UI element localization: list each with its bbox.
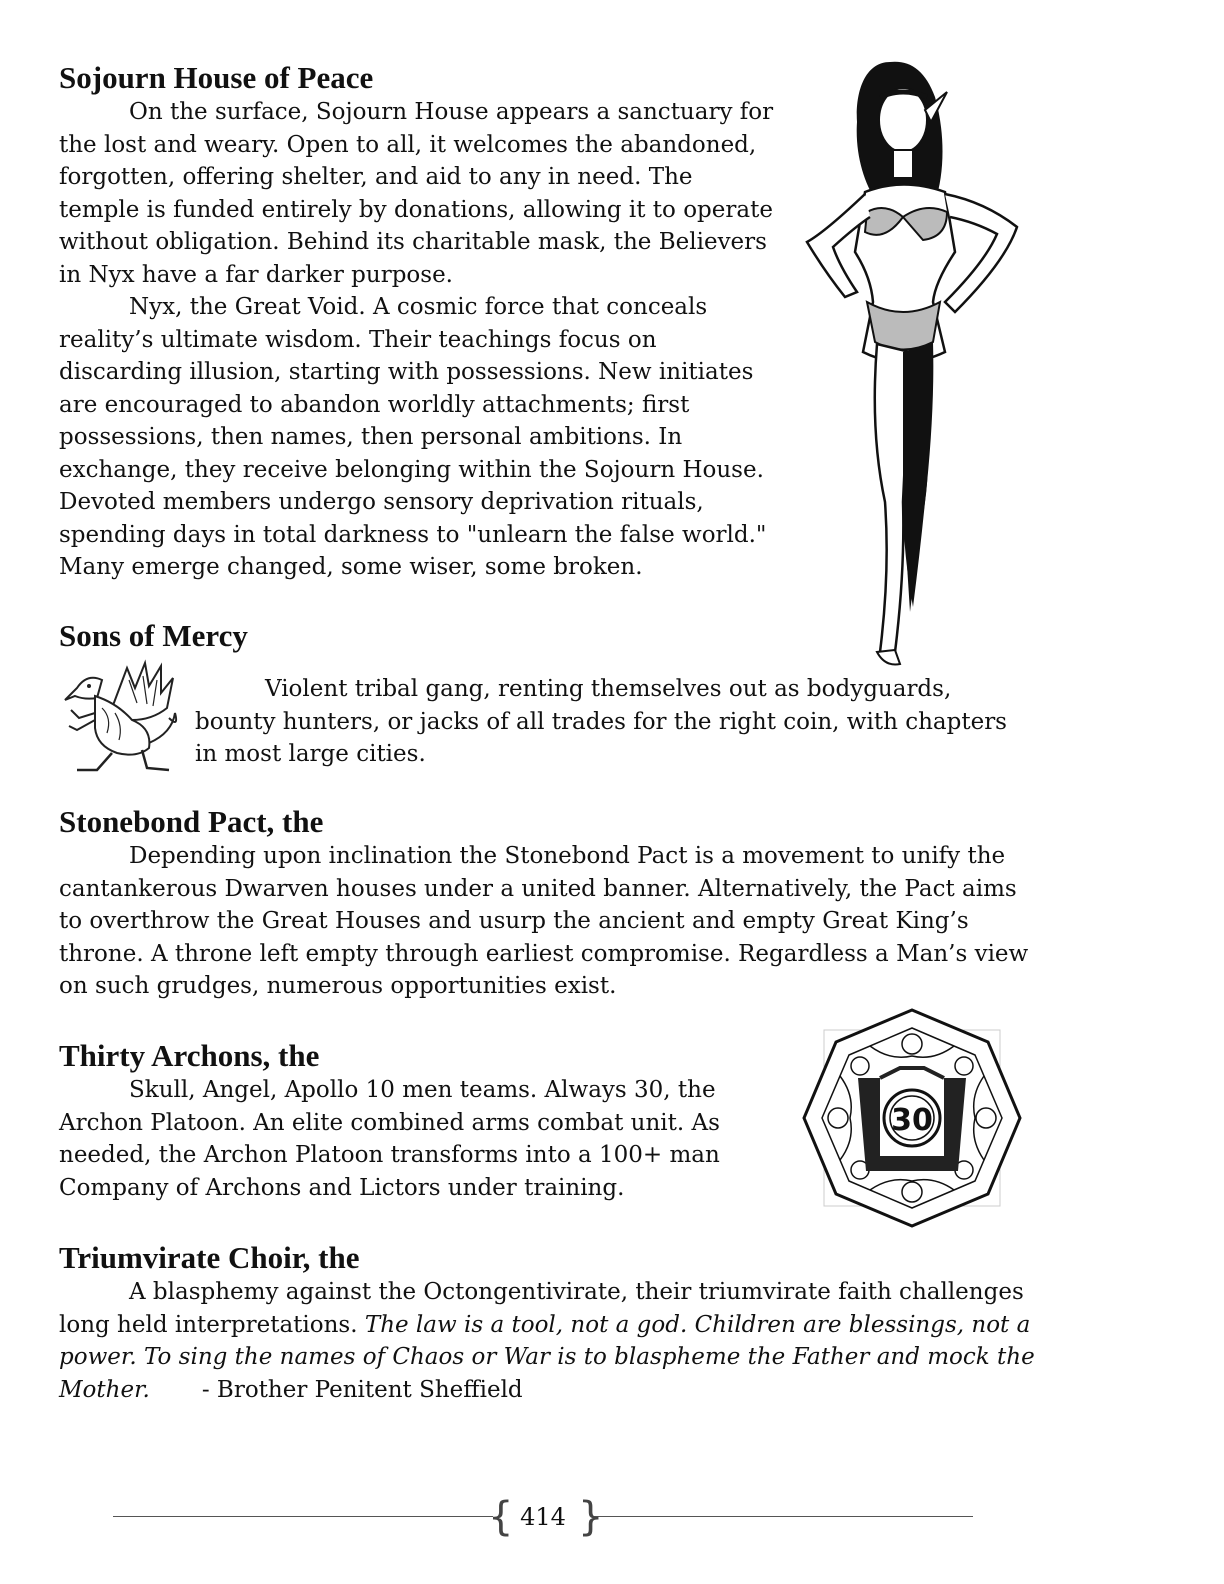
octagon-emblem-icon	[800, 1006, 1024, 1230]
paragraph: Depending upon inclination the Stonebond Pact is a movement to unify the cantankerous Dwarven houses under a united banner. Alternatively, the Pact aims to overthrow the Great Houses and usurp the ancient and empty Great King’s throne. A throne left empty through earliest compromise. Regardless a Man’s view on such grudges, numerous opportunities exist.	[59, 843, 1029, 999]
heading-sons-of-mercy: Sons of Mercy	[59, 618, 248, 653]
paragraph: On the surface, Sojourn House appears a sanctuary for the lost and weary. Open to all, it welcomes the abandoned, forgotten, offering shelter, and aid to any in need. The temple is funded entirely by donations, allowing it to operate without obligation. Behind its charitable mask, the Believers in Nyx have a far darker purpose.	[59, 99, 774, 288]
section-triumvirate-choir	[59, 1240, 1049, 1406]
bracket-right-icon: }	[578, 1494, 604, 1540]
quote: The law is a tool, not a god. Children are blessings, not a power. To sing the names of Chaos or War is to blaspheme the Father and mock the Mother.	[59, 1311, 1035, 1403]
paragraph: Nyx, the Great Void. A cosmic force that conceals reality’s ultimate wisdom. Their teachings focus on discarding illusion, starting with possessions. New initiates are encouraged to abandon worldly attachments; first possessions, then names, then personal ambitions. In exchange, they receive belonging within the Sojourn House. Devoted members undergo sensory deprivation rituals, spending days in total darkness to "unlearn the false world." Many emerge changed, some wiser, some broken.	[59, 294, 767, 580]
heading-triumvirate-choir: Triumvirate Choir, the	[59, 1240, 360, 1275]
paragraph	[59, 1276, 1049, 1406]
elf-woman-illustration	[785, 52, 1025, 672]
paragraph: Violent tribal gang, renting themselves out as bodyguards, bounty hunters, or jacks of all trades for the right coin, with chapters in most large cities.	[195, 676, 1007, 767]
griffin-emblem-icon	[57, 658, 182, 776]
footer-rule-left	[113, 1516, 493, 1517]
heading-thirty-archons: Thirty Archons, the	[59, 1038, 320, 1073]
footer-rule-right	[593, 1516, 973, 1517]
section-sojourn-house	[59, 60, 779, 584]
quote-attribution: - Brother Penitent Sheffield	[201, 1376, 523, 1403]
heading-stonebond-pact: Stonebond Pact, the	[59, 804, 324, 839]
emblem-number: 30	[891, 1103, 933, 1138]
bracket-left-icon: {	[488, 1494, 514, 1540]
section-sons-of-mercy	[59, 618, 1019, 654]
paragraph: Skull, Angel, Apollo 10 men teams. Always 30, the Archon Platoon. An elite combined arms combat unit. As needed, the Archon Platoon transforms into a 100+ man Company of Archons and Lictors under training.	[59, 1077, 720, 1201]
page-number: 414	[520, 1503, 566, 1531]
heading-sojourn-house: Sojourn House of Peace	[59, 60, 374, 95]
section-sons-of-mercy-body	[195, 673, 1025, 771]
paragraph-lead: A blasphemy against the Octongentivirate, their triumvirate faith challenges long held interpretations.	[59, 1279, 1024, 1338]
section-thirty-archons	[59, 1038, 759, 1204]
section-stonebond-pact	[59, 804, 1039, 1003]
